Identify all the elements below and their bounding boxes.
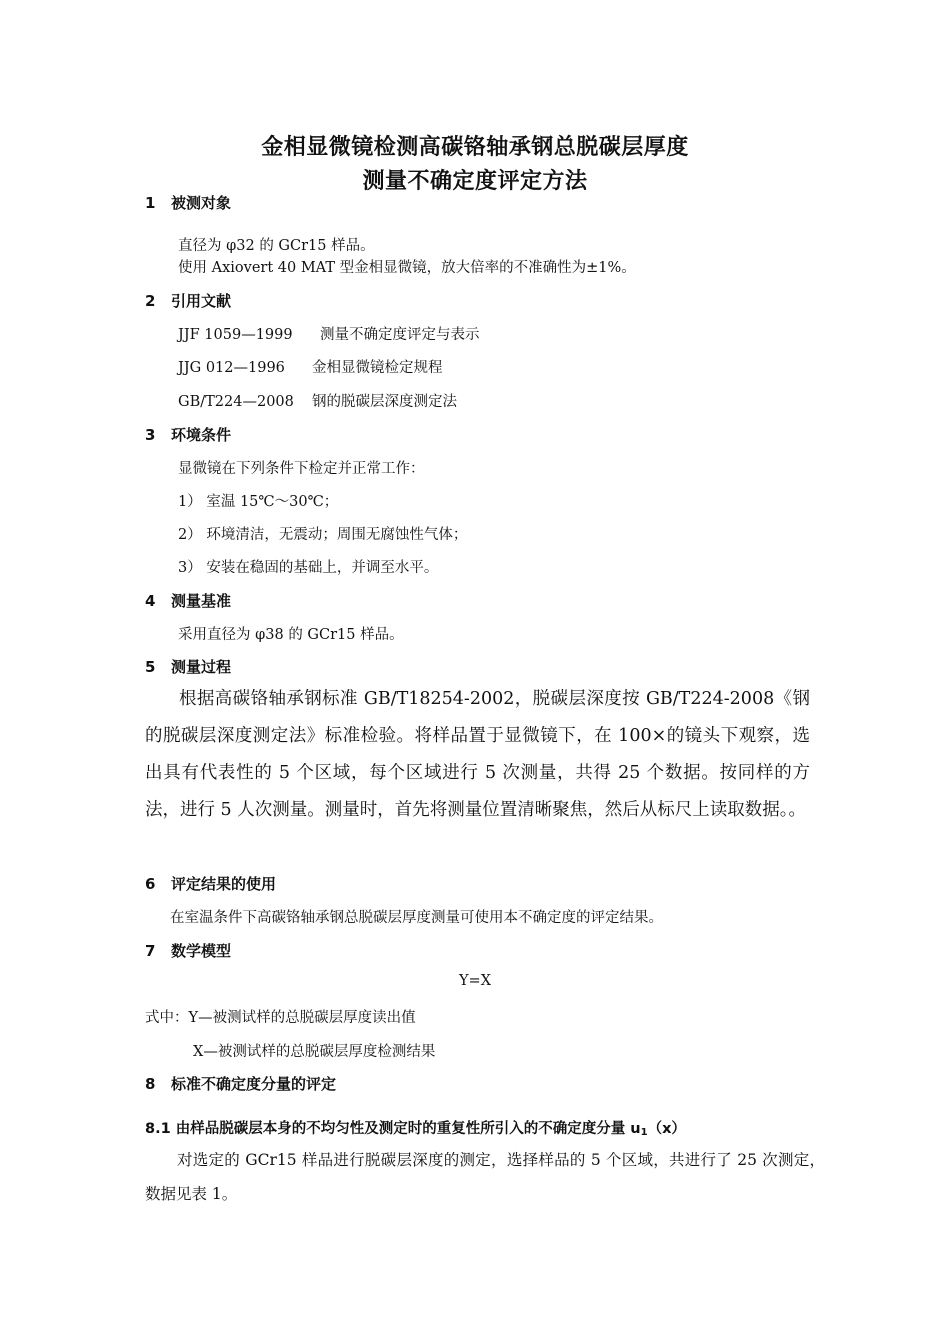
section-title: 测量过程 bbox=[171, 658, 232, 676]
section-title: 数学模型 bbox=[171, 942, 232, 960]
section-4-heading bbox=[145, 590, 231, 611]
section-title: 引用文献 bbox=[171, 292, 232, 310]
section-number: 6 bbox=[145, 875, 156, 893]
s3-list-item: 3） 安装在稳固的基础上，并调至水平。 bbox=[178, 560, 439, 576]
section-5-heading bbox=[145, 656, 231, 677]
reference-name: 钢的脱碳层深度测定法 bbox=[312, 394, 457, 410]
section-7-heading bbox=[145, 940, 231, 961]
reference-name: 金相显微镜检定规程 bbox=[312, 360, 443, 376]
reference-name: 测量不确定度评定与表示 bbox=[320, 327, 480, 343]
document-title-line-2: 测量不确定度评定方法 bbox=[362, 169, 588, 194]
reference-code: JJF 1059—1999 bbox=[178, 327, 293, 343]
section-title: 标准不确定度分量的评定 bbox=[171, 1075, 337, 1093]
section-number: 3 bbox=[145, 426, 156, 444]
subsection-title: 8.1 由样品脱碳层本身的不均匀性及测定时的重复性所引入的不确定度分量 u bbox=[145, 1121, 641, 1137]
reference-code: JJG 012—1996 bbox=[178, 360, 285, 376]
section-number: 7 bbox=[145, 942, 156, 960]
s3-list-item: 2） 环境清洁，无震动；周围无腐蚀性气体； bbox=[178, 527, 468, 543]
reference-item bbox=[178, 323, 480, 344]
reference-item bbox=[178, 390, 457, 411]
s6-text: 在室温条件下高碳铬轴承钢总脱碳层厚度测量可使用本不确定度的评定结果。 bbox=[170, 910, 663, 926]
s5-paragraph: 根据高碳铬轴承钢标准 GB/T18254-2002，脱碳层深度按 GB/T224-2008《钢的脱碳层深度测定法》标准检验。将样品置于显微镜下，在 100×的镜头下观察，选出具有代表性的 5 个区域，每个区域进行 5 次测量，共得 25 个数据。按同样的方法，进行 5 人次测量。测量时，首先将测量位置清晰聚焦，然后从标尺上读取数据。。 bbox=[145, 689, 810, 820]
section-2-heading bbox=[145, 290, 231, 311]
s1-line-1: 直径为 φ32 的 GCr15 样品。 bbox=[178, 238, 375, 254]
reference-code: GB/T224—2008 bbox=[178, 394, 294, 410]
subscript: 1 bbox=[640, 1127, 648, 1138]
s3-intro: 显微镜在下列条件下检定并正常工作： bbox=[178, 461, 425, 477]
subsection-8-1-heading bbox=[145, 1117, 686, 1138]
section-number: 2 bbox=[145, 292, 156, 310]
s8-1-paragraph: 对选定的 GCr15 样品进行脱碳层深度的测定，选择样品的 5 个区域，共进行了 25 次测定，数据见表 1。 bbox=[145, 1151, 825, 1203]
s1-line-2: 使用 Axiovert 40 MAT 型金相显微镜，放大倍率的不准确性为±1%。 bbox=[178, 260, 636, 276]
section-title: 评定结果的使用 bbox=[171, 875, 277, 893]
section-title: 环境条件 bbox=[171, 426, 232, 444]
formula-where-line-2: X—被测试样的总脱碳层厚度检测结果 bbox=[193, 1044, 436, 1060]
section-title: 测量基准 bbox=[171, 592, 232, 610]
section-8-heading bbox=[145, 1073, 336, 1094]
formula-where-line-1: 式中：Y—被测试样的总脱碳层厚度读出值 bbox=[145, 1010, 416, 1026]
s4-text: 采用直径为 φ38 的 GCr15 样品。 bbox=[178, 627, 404, 643]
document-title-line-1: 金相显微镜检测高碳铬轴承钢总脱碳层厚度 bbox=[261, 135, 689, 160]
section-number: 4 bbox=[145, 592, 156, 610]
section-1-heading bbox=[145, 192, 231, 213]
section-3-heading bbox=[145, 424, 231, 445]
s3-list-item: 1） 室温 15℃～30℃； bbox=[178, 494, 339, 510]
reference-item bbox=[178, 356, 443, 377]
section-number: 5 bbox=[145, 658, 156, 676]
section-number: 8 bbox=[145, 1075, 156, 1093]
section-number: 1 bbox=[145, 194, 156, 212]
section-title: 被测对象 bbox=[171, 194, 232, 212]
section-6-heading bbox=[145, 873, 276, 894]
subsection-title-tail: （x） bbox=[647, 1121, 686, 1137]
formula: Y=X bbox=[458, 973, 492, 989]
